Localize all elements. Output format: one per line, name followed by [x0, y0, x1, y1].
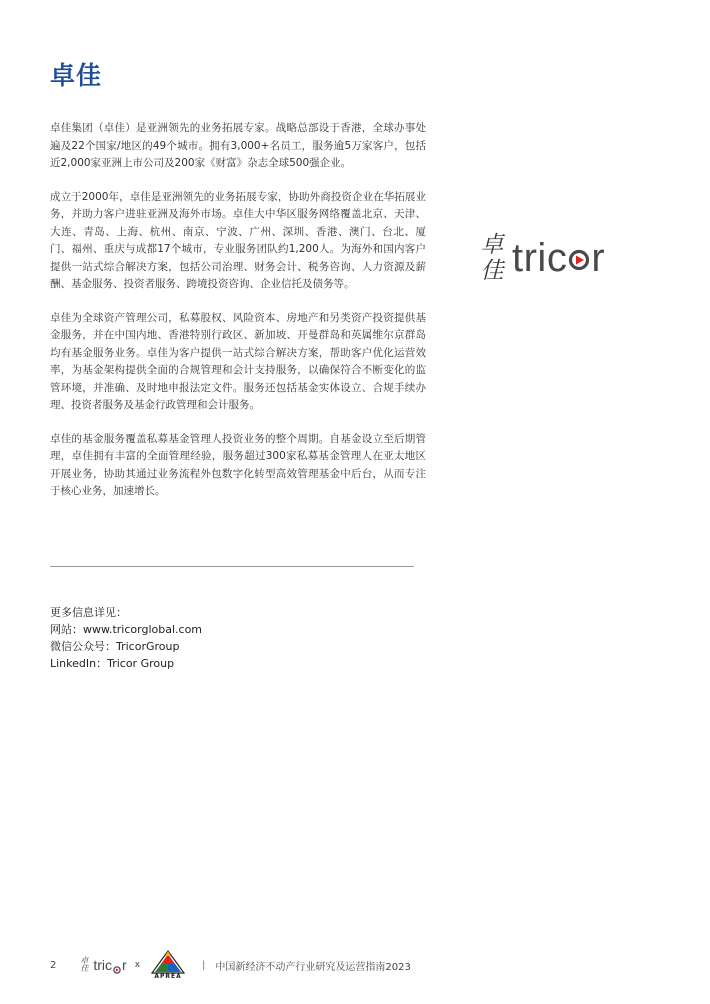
guide-title: 中国新经济不动产行业研究及运营指南2023 — [215, 961, 411, 973]
logo-word-pre: tric — [512, 235, 568, 280]
section-divider — [50, 566, 414, 567]
page-footer — [50, 952, 411, 978]
logo-word-post: r — [591, 235, 606, 280]
aprea-triangle-icon — [151, 950, 185, 974]
paragraph-china-network: 成立于2000年，卓佳是亚洲领先的业务拓展专家，协助外商投资企业在华拓展业务，并助力客户进驻亚洲及海外市场。卓佳大中华区服务网络覆盖北京、天津、大连、青岛、上海、杭州、南京、宁波、广州、深圳、香港、澳门、台北、厦门、福州、重庆与成都17个城市，专业服务团队约1,200人。为海外和国内客户提供一站式综合解决方案，包括公司治理、财务会计、税务咨询、人力资源及薪酬、基金服务、投资者服务、跨境投资咨询、企业信托及债务等。 — [50, 190, 426, 290]
paragraph-fund-lifecycle: 卓佳的基金服务覆盖私募基金管理人投资业务的整个周期。自基金设立至后期管理，卓佳拥有丰富的全面管理经验，服务超过300家私募基金管理人在亚太地区开展业务，协助其通过业务流程外包数字化转型高效管理基金中后台，从而专注于核心业务，加速增长。 — [50, 432, 426, 497]
footer-logo-char-bottom: 佳 — [80, 964, 89, 973]
tricor-o-icon — [568, 249, 590, 271]
contact-heading: 更多信息详见： — [50, 606, 127, 619]
footer-tricor-o-icon — [113, 961, 121, 969]
footer-logo-wordmark — [93, 957, 126, 973]
footer-logo-word-pre: tric — [93, 957, 113, 973]
paragraph-overview: 卓佳集团（卓佳）是亚洲领先的业务拓展专家。战略总部设于香港，全球办事处遍及22个国家/地区的49个城市。拥有3,000+名员工，服务逾5万家客户，包括近2,000家亚洲上市公司及200家《财富》杂志全球500强企业。 — [50, 122, 426, 169]
contact-website[interactable]: 网站：www.tricorglobal.com — [50, 623, 203, 636]
tricor-logo-chinese — [478, 232, 506, 284]
footer-tricor-logo — [80, 957, 126, 973]
page-title: 卓佳 — [50, 61, 103, 90]
tricor-logo-wordmark — [512, 236, 605, 281]
partner-times: x — [134, 960, 141, 970]
footer-logo-word-post: r — [122, 957, 127, 973]
contact-info — [50, 604, 202, 672]
body-text — [50, 120, 426, 517]
footer-logo-chinese — [80, 957, 90, 973]
logo-char-bottom: 佳 — [480, 258, 504, 284]
contact-wechat: 微信公众号：TricorGroup — [50, 640, 180, 653]
aprea-logo — [148, 950, 188, 980]
tricor-logo — [478, 232, 605, 284]
contact-linkedin[interactable]: LinkedIn：Tricor Group — [50, 657, 175, 670]
logo-char-top: 卓 — [480, 232, 504, 258]
page-number: 2 — [50, 959, 57, 971]
footer-logo-char-top: 卓 — [80, 956, 89, 965]
footer-separator: | — [202, 959, 206, 971]
paragraph-fund-services: 卓佳为全球资产管理公司，私募股权、风险资本、房地产和另类资产投资提供基金服务，并在中国内地、香港特别行政区、新加坡、开曼群岛和英属维尔京群岛均有基金服务业务。卓佳为客户提供一站式综合解决方案，帮助客户优化运营效率，为基金架构提供全面的合规管理和会计支持服务，以确保符合不断变化的监管环境，并准确、及时地申报法定文件。服务还包括基金实体设立、合规手续办理、投资者服务及基金行政管理和会计服务。 — [50, 311, 426, 411]
aprea-text: APREA — [154, 973, 182, 980]
